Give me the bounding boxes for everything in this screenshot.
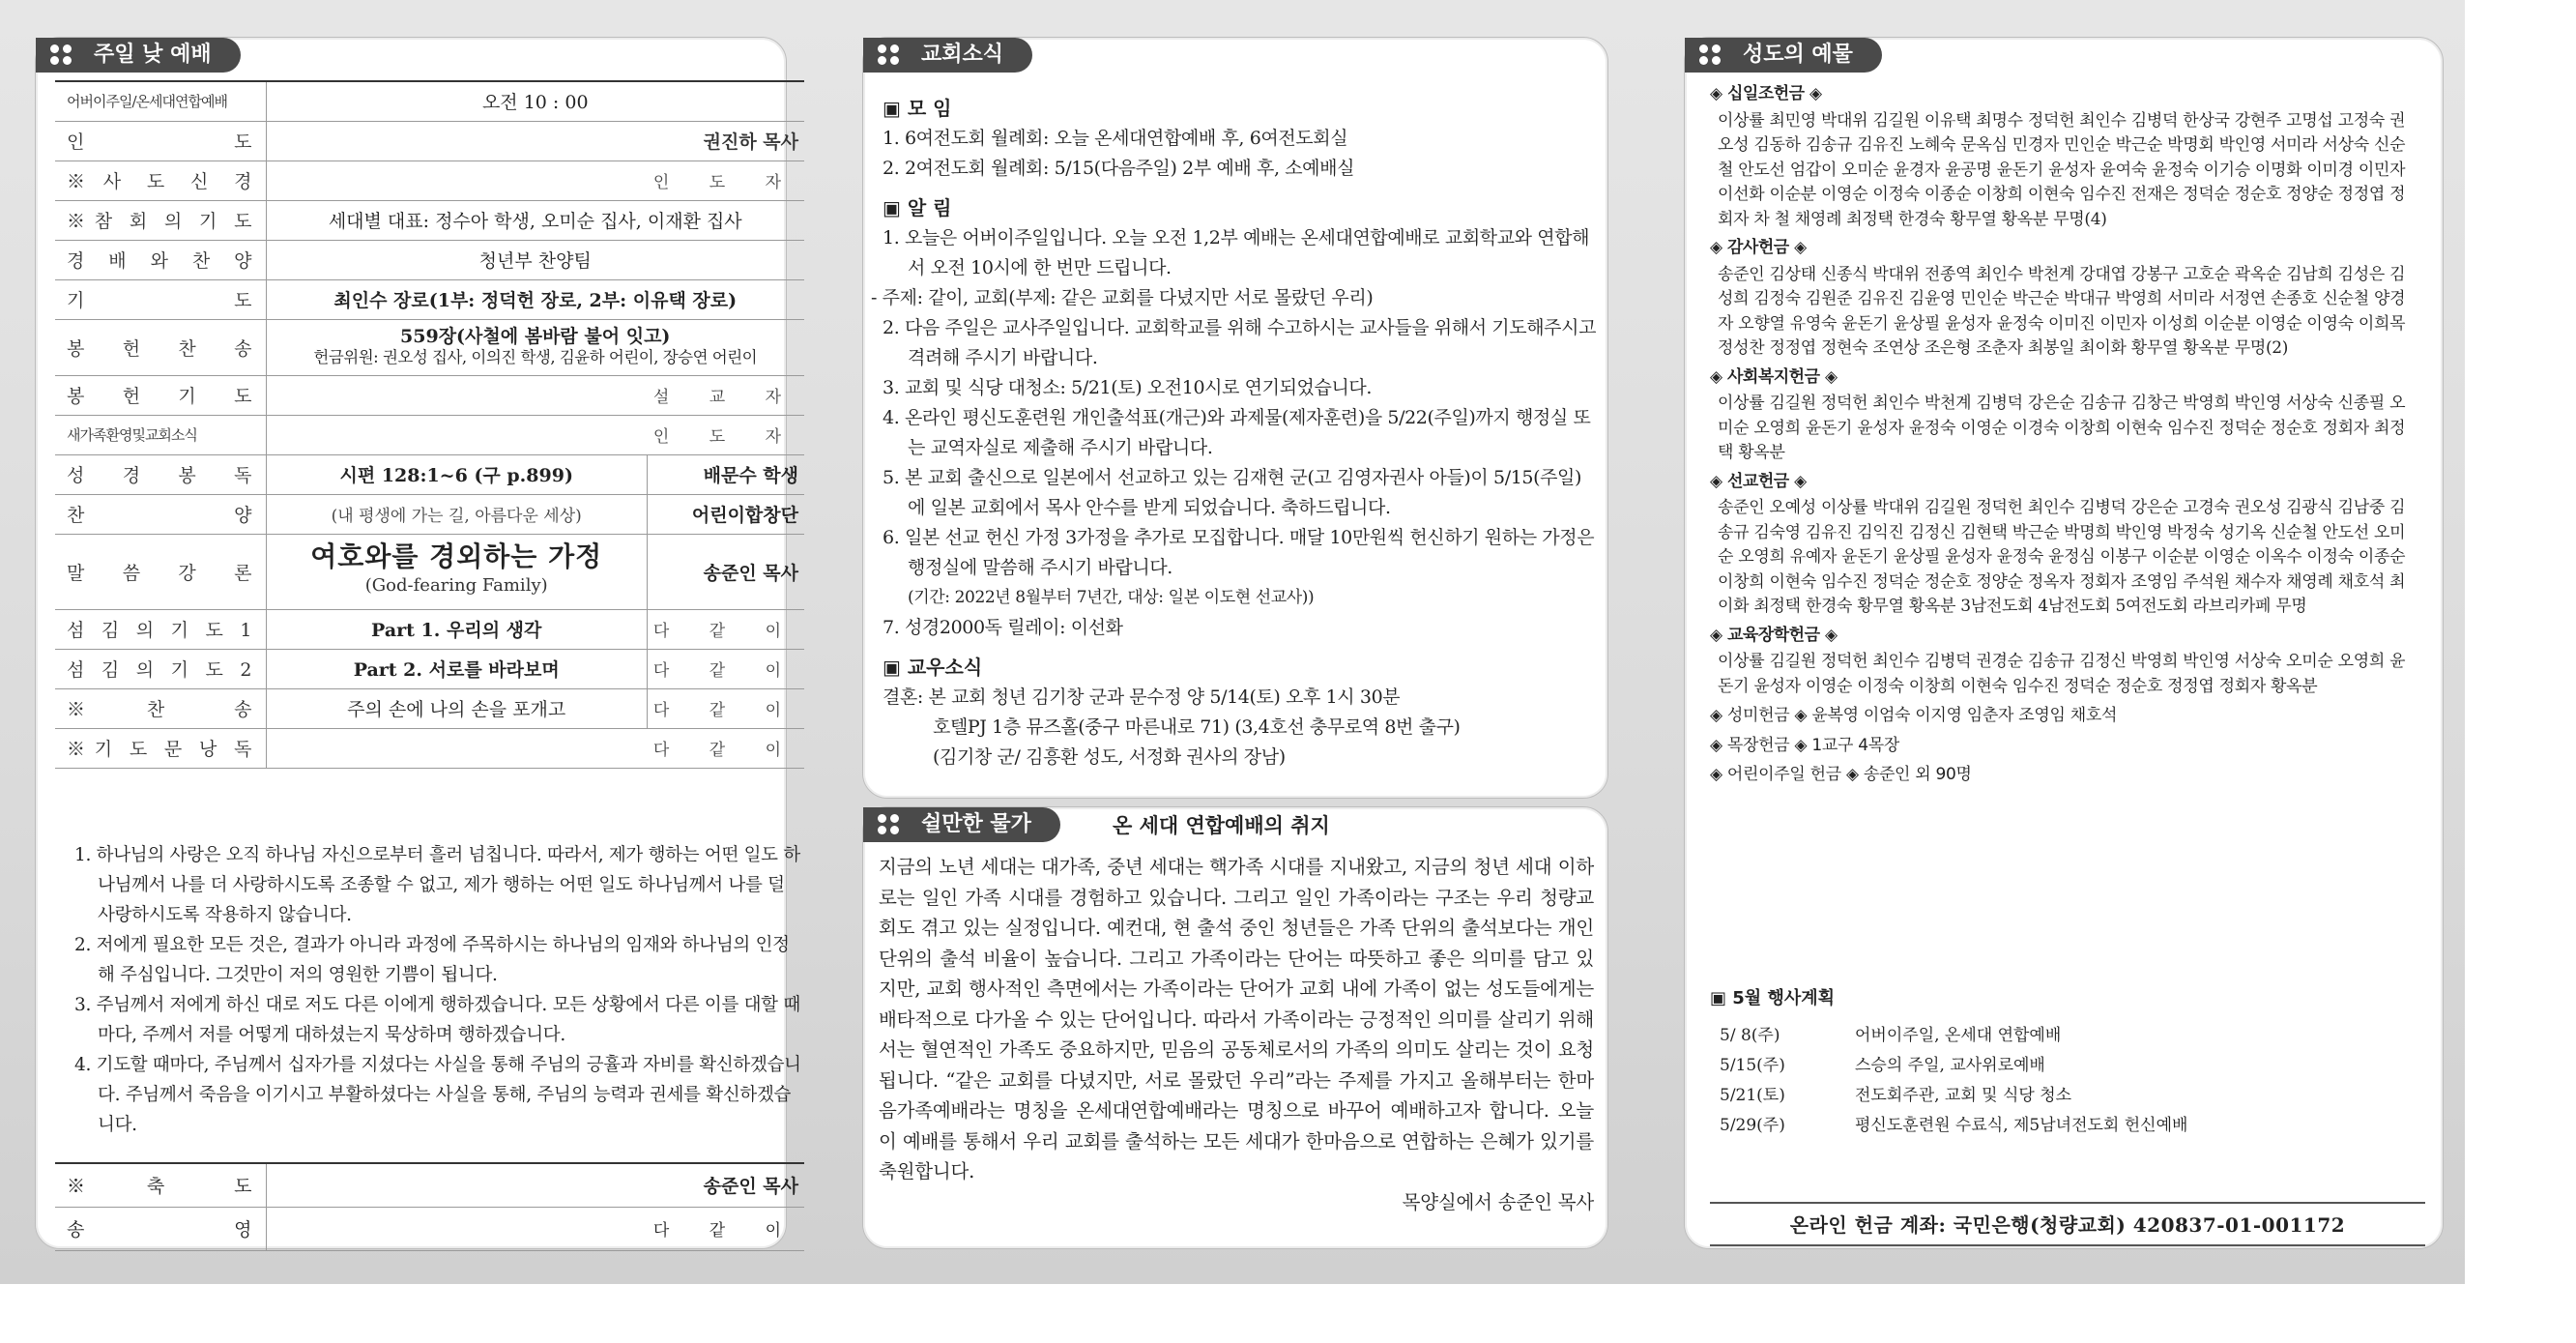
- service-row: [55, 200, 804, 240]
- service-label: 섬 김 의 기 도 2: [55, 649, 266, 688]
- service-label: ※축 도: [55, 1163, 266, 1207]
- service-label: 봉 헌 찬 송: [55, 319, 266, 375]
- service-label: ※찬 송: [55, 688, 266, 728]
- service-row: [55, 240, 804, 279]
- service-row: [55, 279, 804, 319]
- service-label: ※기 도 문 낭 독: [55, 728, 266, 768]
- schedule-row: [1710, 1081, 2387, 1111]
- service-person: 송준인 목사: [647, 534, 804, 609]
- schedule-date: 5/29(주): [1720, 1116, 1785, 1135]
- schedule-row: [1710, 1111, 2387, 1141]
- notices-heading: ▣ 알 림: [883, 196, 952, 219]
- offering-category: ◈ 감사헌금 ◈: [1710, 238, 1807, 257]
- service-row: [55, 454, 804, 494]
- member-item: (김기창 군/ 김흥환 성도, 서정화 권사의 장남): [933, 746, 1286, 768]
- service-content: 청년부 찬양팀: [266, 240, 804, 279]
- notice-item: 2. 다음 주일은 교사주일입니다. 교회학교를 위해 수고하시는 교사들을 위해서 기도해주시고 격려해 주시기 바랍니다.: [883, 317, 1597, 368]
- schedule: [1710, 983, 2387, 1141]
- member-item: 결혼: 본 교회 청년 김기창 군과 문수정 양 5/14(토) 오후 1시 30분: [883, 686, 1401, 708]
- essay-tab: [863, 807, 1060, 842]
- notice-item: 7. 성경2000독 릴레이: 이선화: [883, 617, 1123, 638]
- offering-names: 송준인 오예성 이상률 박대위 김길원 정덕헌 최인수 김병덕 강은순 고경숙 권오성 김광식 김남중 김송규 김숙영 김유진 김익진 김정신 김현택 박근순 박명희 박인영 박정숙 성기옥 신순철 안도선 오미순 오영희 유예자 윤돈기 윤상필 윤성자 윤정숙 윤정심 이봉구 이순분 이영순 이옥수 이정숙 이종순 이창희 이현숙 임수진 정덕순 정순호 정양순 정옥자 정회자 조영임 주석원 채수자 채영례 채호석 최이화 최정택 한경숙 황무열 황옥분 3남전도회 4남전도회 5여전도회 라브리카페 무명: [1718, 498, 2406, 616]
- notice-item: 6. 일본 선교 헌신 가정 3가정을 추가로 모집합니다. 매달 10만원씩 헌신하기 원하는 가정은 행정실에 말씀해 주시기 바랍니다.: [883, 527, 1595, 578]
- schedule-event: 어버이주일, 온세대 연합예배: [1855, 1026, 2062, 1045]
- service-row: [55, 609, 804, 649]
- service-row: [55, 81, 804, 121]
- service-label: 말 씀 강 론: [55, 534, 266, 609]
- service-person: 다 같 이: [647, 609, 804, 649]
- schedule-row: [1710, 1051, 2387, 1081]
- service-row: [55, 1207, 804, 1250]
- essay-signature: 목양실에서 송준인 목사: [1402, 1190, 1594, 1213]
- schedule-date: 5/21(토): [1720, 1086, 1785, 1105]
- essay-body: [879, 852, 1594, 1217]
- notice-item: 3. 교회 및 식당 대청소: 5/21(토) 오전10시로 연기되었습니다.: [883, 377, 1372, 398]
- news-tab-label: 교회소식: [921, 43, 1004, 67]
- service-content: Part 2. 서로를 바라보며: [266, 649, 647, 688]
- worship-tab: [36, 38, 241, 73]
- schedule-event: 평신도훈련원 수료식, 제5남녀전도회 헌신예배: [1855, 1116, 2188, 1135]
- service-person: 설 교 자: [266, 375, 804, 415]
- service-person: 송준인 목사: [266, 1163, 804, 1207]
- notice-item: - 주제: 같이, 교회(부제: 같은 교회를 다녔지만 서로 몰랐던 우리): [871, 287, 1374, 308]
- service-content: 세대별 대표: 정수아 학생, 오미순 집사, 이재환 집사: [266, 200, 804, 240]
- notice-item: 4. 온라인 평신도훈련원 개인출석표(개근)와 과제물(제자훈련)을 5/22(주일)까지 행정실 또는 교역자실로 제출해 주시기 바랍니다.: [883, 407, 1591, 458]
- essay-header: [863, 807, 1607, 842]
- dots-icon: [877, 813, 902, 836]
- service-order-table: [55, 80, 804, 769]
- notice-item: 1. 오늘은 어버이주일입니다. 오늘 오전 1,2부 예배는 온세대연합예배로 교회학교와 연합해서 오전 10시에 한 번만 드립니다.: [883, 227, 1590, 278]
- offering-names: 이상률 김길원 정덕헌 최인수 김병덕 권경순 김송규 김정신 박영희 박인영 서상숙 오미순 오영희 윤돈기 윤성자 이영순 이정숙 이창희 이현숙 임수진 정덕순 정순호 정정엽 정회자 황옥분: [1718, 652, 2406, 696]
- service-person: 권진하 목사: [266, 121, 804, 161]
- schedule-heading: ▣ 5월 행사계획: [1710, 988, 1836, 1008]
- service-person: 인 도 자: [266, 415, 804, 454]
- service-content: [266, 319, 804, 375]
- service-person: 인 도 자: [266, 161, 804, 200]
- notice-item: (기간: 2022년 8월부터 7년간, 대상: 일본 이도현 선교사)): [908, 588, 1315, 607]
- service-person: 다 같 이: [647, 649, 804, 688]
- service-label: 경 배 와 찬 양: [55, 240, 266, 279]
- service-label: 새가족환영및교회소식: [55, 415, 266, 454]
- offering-line: ◈ 성미헌금 ◈ 윤복영 이엄숙 이지영 임춘자 조영임 채호석: [1710, 706, 2118, 725]
- service-person: 다 같 이: [266, 728, 804, 768]
- offering-category: ◈ 선교헌금 ◈: [1710, 471, 1807, 491]
- anthem-title: (내 평생에 가는 길, 아름다운 세상): [266, 494, 647, 534]
- dots-icon: [877, 44, 902, 67]
- members-heading: ▣ 교우소식: [883, 656, 983, 679]
- sermon-subtitle: (God-fearing Family): [364, 575, 548, 596]
- service-person: 다 같 이: [647, 688, 804, 728]
- service-row: [55, 649, 804, 688]
- service-row: [55, 161, 804, 200]
- service-label: ※참 회 의 기 도: [55, 200, 266, 240]
- online-offering-account: 온라인 헌금 계좌: 국민은행(청량교회) 420837-01-001172: [1710, 1202, 2425, 1246]
- prayer-item: 4. 기도할 때마다, 주님께서 십자가를 지셨다는 사실을 통해 주님의 긍휼과 자비를 확신하겠습니다. 주님께서 죽음을 이기시고 부활하셨다는 사실을 통해, 주님의 능력과 권세를 확신하겠습니다.: [74, 1055, 801, 1135]
- service-time: 오전 10 : 00: [266, 81, 804, 121]
- service-row: [55, 375, 804, 415]
- service-label: 송 영: [55, 1207, 266, 1250]
- service-label: ※사 도 신 경: [55, 161, 266, 200]
- offering-names: 송준인 김상태 신종식 박대위 전종역 최인수 박천계 강대엽 강봉구 고호순 곽옥순 김남희 김성은 김성희 김정숙 김원준 김유진 김윤영 민인순 박근순 박대규 박영희 서미라 서정연 손종호 신순철 양경자 오향열 유영숙 윤돈기 윤상필 윤성자 윤정숙 이미진 이민자 이성희 이순분 이영순 이영숙 이희목 정성찬 정정엽 정현숙 조연상 조은형 조춘자 최봉일 최이화 황무열 황옥분 무명(2): [1718, 264, 2406, 358]
- schedule-date: 5/15(주): [1720, 1056, 1785, 1075]
- service-label: 찬 양: [55, 494, 266, 534]
- meeting-item: 1. 6여전도회 월례회: 오늘 온세대연합예배 후, 6여전도회실: [883, 128, 1348, 149]
- offering-line: ◈ 어린이주일 헌금 ◈ 송준인 외 90명: [1710, 765, 1972, 784]
- notice-item: 5. 본 교회 출신으로 일본에서 선교하고 있는 김재현 군(고 김영자권사 아들)이 5/15(주일)에 일본 교회에서 목사 안수를 받게 되었습니다. 축하드립니다.: [883, 467, 1582, 518]
- hymn-number: 559장(사철에 봄바람 불어 잇고): [400, 326, 671, 347]
- service-row: [55, 415, 804, 454]
- prayer-item: 3. 주님께서 저에게 하신 대로 저도 다른 이에게 행하겠습니다. 모든 상황에서 다른 이를 대할 때마다, 주께서 저를 어떻게 대하셨는지 묵상하며 행하겠습니다.: [74, 995, 800, 1045]
- sermon-cell: [266, 534, 647, 609]
- offering-line: ◈ 목장헌금 ◈ 1교구 4목장: [1710, 735, 1899, 755]
- offerings-tab: [1685, 38, 1882, 73]
- essay-text: 지금의 노년 세대는 대가족, 중년 세대는 핵가족 시대를 지내왔고, 지금의 청년 세대 이하로는 일인 가족 시대를 경험하고 있습니다. 그리고 일인 가족이라는 구조는 우리 청량교회도 겪고 있는 실정입니다. 예컨대, 현 출석 중인 청년들은 가족 단위의 출석보다는 개인 단위의 출석 비율이 높습니다. 그리고 가족이라는 단어는 따뜻하고 좋은 의미를 담고 있지만, 교회 행사적인 측면에서는 가족이라는 단어가 교회 내에 가족이 없는 성도들에게는 배타적으로 다가올 수 있는 단어입니다. 따라서 가족이라는 긍정적인 의미를 살리기 위해서는 혈연적인 가족도 중요하지만, 믿음의 공동체로서의 가족의 의미도 살리는 것이 요청됩니다. “같은 교회를 다녔지만, 서로 몰랐던 우리”라는 주제를 가지고 올해부터는 한마음가족예배라는 명칭을 온세대연합예배라는 명칭으로 바꾸어 예배하고자 합니다. 오늘 이 예배를 통해서 우리 교회를 출석하는 모든 세대가 한마음으로 연합하는 은혜가 있기를 축원합니다.: [879, 856, 1594, 1182]
- dots-icon: [1698, 44, 1723, 67]
- schedule-date: 5/ 8(주): [1720, 1026, 1780, 1045]
- service-label: 섬 김 의 기 도 1: [55, 609, 266, 649]
- offerings-panel: [1684, 37, 2444, 1249]
- meeting-item: 2. 2여전도회 월례회: 5/15(다음주일) 2부 예배 후, 소예배실: [883, 158, 1355, 179]
- service-content: 최인수 장로(1부: 정덕헌 장로, 2부: 이유택 장로): [266, 279, 804, 319]
- worship-tab-label: 주일 낮 예배: [94, 43, 212, 67]
- offerings-list: [1710, 78, 2406, 791]
- scripture-reading: 시편 128:1~6 (구 p.899): [266, 454, 647, 494]
- service-row: [55, 534, 804, 609]
- schedule-row: [1710, 1021, 2387, 1051]
- essay-panel: [862, 806, 1608, 1249]
- offerings-tab-label: 성도의 예물: [1743, 43, 1853, 67]
- worship-panel: [35, 37, 801, 1249]
- service-row: [55, 1163, 804, 1207]
- offering-committee: 헌금위원: 권오성 집사, 이의진 학생, 김윤하 어린이, 장승연 어린이: [313, 348, 758, 366]
- service-row: [55, 319, 804, 375]
- service-person: 다 같 이: [266, 1207, 804, 1250]
- offering-names: 이상률 최민영 박대위 김길원 이유택 최명수 정덕헌 최인수 김병덕 한상국 강현주 고명섭 고정숙 권오성 김동하 김송규 김유진 노혜숙 문옥심 민경자 민인순 박근순 박명회 박인영 서미라 서상숙 신순철 안도선 엄갑이 오미순 윤경자 윤공명 윤돈기 윤성자 윤여숙 윤정숙 이기승 이명화 이미경 이민자 이선화 이순분 이영순 이정숙 이종순 이창희 이현숙 임수진 전재은 정덕순 정순호 정양순 정정엽 정회자 차 철 채영례 최정택 한경숙 황무열 황옥분 무명(4): [1718, 110, 2406, 229]
- closing-table: [55, 1162, 804, 1251]
- news-tab: [863, 38, 1032, 73]
- service-label: 봉 헌 기 도: [55, 375, 266, 415]
- offering-category: ◈ 교육장학헌금 ◈: [1710, 625, 1838, 645]
- prayer-item: 1. 하나님의 사랑은 오직 하나님 자신으로부터 흘러 넘칩니다. 따라서, 제가 행하는 어떤 일도 하나님께서 나를 더 사랑하시도록 조종할 수 없고, 제가 행하는 어떤 일도 하나님께서 나를 덜 사랑하시도록 작용하지 않습니다.: [74, 845, 800, 925]
- offering-category: ◈ 사회복지헌금 ◈: [1710, 366, 1838, 387]
- service-person: 어린이합창단: [647, 494, 804, 534]
- service-row: [55, 121, 804, 161]
- prayer-list: [74, 840, 804, 1140]
- essay-tab-label: 쉴만한 물가: [921, 812, 1031, 836]
- meetings-heading: ▣ 모 임: [883, 97, 952, 120]
- service-row: [55, 728, 804, 768]
- schedule-event: 스승의 주일, 교사위로예배: [1855, 1056, 2045, 1075]
- service-content: Part 1. 우리의 생각: [266, 609, 647, 649]
- service-label: 인 도: [55, 121, 266, 161]
- dots-icon: [49, 44, 74, 67]
- news-body: [871, 88, 1598, 773]
- offering-category: ◈ 십일조헌금 ◈: [1710, 84, 1822, 103]
- schedule-event: 전도회주관, 교회 및 식당 청소: [1855, 1086, 2072, 1105]
- service-label: 어버이주일/온세대연합예배: [55, 81, 266, 121]
- sermon-title: 여호와를 경외하는 가정: [310, 540, 603, 572]
- prayer-item: 2. 저에게 필요한 모든 것은, 결과가 아니라 과정에 주목하시는 하나님의 임재와 하나님의 인정해 주심입니다. 그것만이 저의 영원한 기쁨이 됩니다.: [74, 935, 790, 985]
- offering-names: 이상률 김길원 정덕헌 최인수 박천계 김병덕 강은순 김송규 김창근 박영희 박인영 서상숙 신종필 오미순 오영희 윤돈기 윤성자 윤정숙 이영순 이경숙 이창희 이현숙 임수진 정덕순 정순호 정회자 최정택 황옥분: [1718, 394, 2406, 462]
- service-content: 주의 손에 나의 손을 포개고: [266, 688, 647, 728]
- service-row: [55, 688, 804, 728]
- essay-title: 온 세대 연합예배의 취지: [1113, 813, 1330, 837]
- service-person: 배문수 학생: [647, 454, 804, 494]
- service-row: [55, 494, 804, 534]
- church-news-panel: [862, 37, 1608, 799]
- service-label: 성 경 봉 독: [55, 454, 266, 494]
- member-item: 호텔PJ 1층 뮤즈홀(중구 마른내로 71) (3,4호선 충무로역 8번 출구): [933, 716, 1461, 738]
- service-label: 기 도: [55, 279, 266, 319]
